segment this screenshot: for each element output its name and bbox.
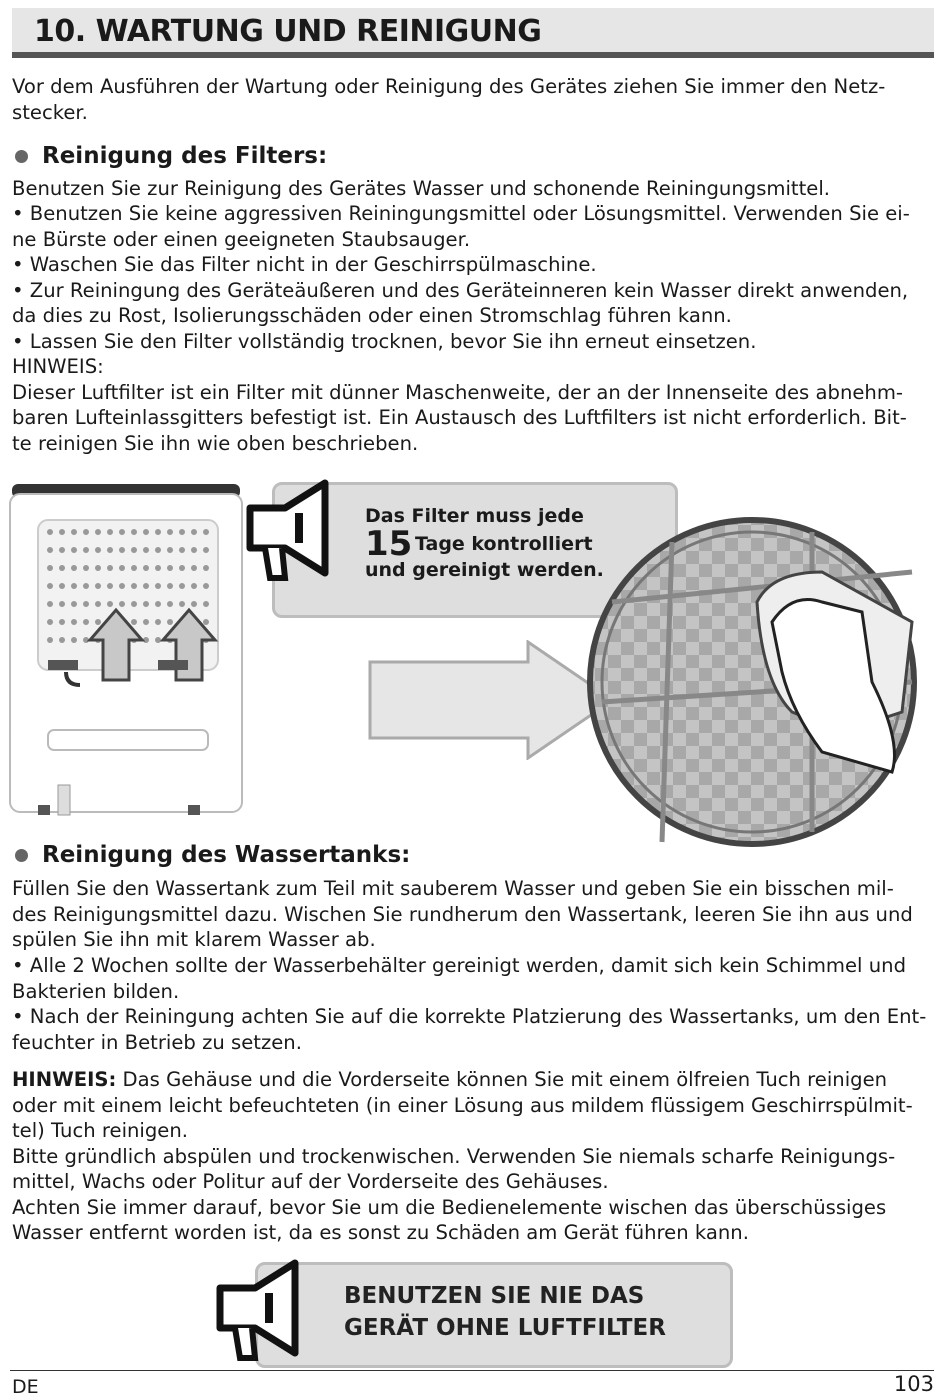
filter-closeup-illustration [582,512,922,852]
footer-language: DE [12,1376,39,1398]
tank-line: des Reinigungsmittel dazu. Wischen Sie rundherum den Wassertank, leeren Sie ihn aus und [12,903,913,926]
note-line: mittel, Wachs oder Politur auf der Vorderseite des Gehäuses. [12,1170,609,1193]
megaphone-icon [240,478,360,588]
callout-line-1: Das Filter muss jede [365,505,584,527]
filter-section-title-text: Reinigung des Filters: [42,143,328,169]
note-first-line-text: Das Gehäuse und die Vorderseite können Sie mit einem ölfreien Tuch reinigen [116,1068,888,1091]
tank-line: • Alle 2 Wochen sollte der Wasserbehälter gereinigt werden, damit sich kein Schimmel und [12,954,907,977]
note-line: Wasser entfernt worden ist, da es sonst zu Schäden am Gerät führen kann. [12,1221,749,1244]
tank-section-title-text: Reinigung des Wassertanks: [42,842,411,868]
footer-divider [10,1370,934,1371]
filter-line: Benutzen Sie zur Reinigung des Gerätes Wasser und schonende Reiningungsmittel. [12,177,831,200]
intro-line-2: stecker. [12,101,88,124]
arrow-icon [368,640,618,760]
bullet-dot-icon [15,150,28,163]
filter-line: • Waschen Sie das Filter nicht in der Geschirrspülmaschine. [12,253,597,276]
filter-line: baren Lufteinlassgitters befestigt ist. Ein Austausch des Luftfilters ist nicht erforderlich. Bit- [12,406,907,429]
tank-section-title [12,842,410,868]
filter-line: • Zur Reiningung des Geräteäußeren und des Geräteinneren kein Wasser direkt anwenden, [12,279,909,302]
filter-line: • Lassen Sie den Filter vollständig trocknen, bevor Sie ihn erneut einsetzen. [12,330,757,353]
tank-line: spülen Sie ihn mit klarem Wasser ab. [12,928,376,951]
filter-line: HINWEIS: [12,355,104,378]
filter-line: Dieser Luftfilter ist ein Filter mit dünner Maschenweite, der an der Innenseite des abnehm- [12,381,903,404]
note-line: oder mit einem leicht befeuchteten (in einer Lösung aus mildem flüssigem Geschirrspülmit- [12,1094,913,1117]
page-title: 10. WARTUNG UND REINIGUNG [34,14,542,49]
tank-line: • Nach der Reiningung achten Sie auf die korrekte Platzierung des Wassertanks, um den Ent- [12,1005,927,1028]
filter-line: te reinigen Sie ihn wie oben beschrieben. [12,432,419,455]
filter-line: ne Bürste oder einen geeigneten Staubsauger. [12,228,471,251]
note-line: tel) Tuch reinigen. [12,1119,189,1142]
note-label: HINWEIS: [12,1068,117,1091]
callout-line-2: Tage kontrolliert [415,533,593,555]
tank-line: Füllen Sie den Wassertank zum Teil mit sauberem Wasser und geben Sie ein bisschen mil- [12,877,894,900]
section-header [12,8,934,58]
dehumidifier-illustration [8,480,244,820]
filter-line: • Benutzen Sie keine aggressiven Reiningungsmittel oder Lösungsmittel. Verwenden Sie ei- [12,202,910,225]
bullet-dot-icon [15,849,28,862]
warning-line-1: BENUTZEN SIE NIE DAS [344,1283,645,1309]
callout-line-3: und gereinigt werden. [365,559,604,581]
tank-line: feuchter in Betrieb zu setzen. [12,1031,302,1054]
callout-number: 15 [365,524,413,564]
note-first-line [12,1067,934,1093]
intro-line-1: Vor dem Ausführen der Wartung oder Reinigung des Gerätes ziehen Sie immer den Netz- [12,75,886,98]
warning-line-2: GERÄT OHNE LUFTFILTER [344,1315,666,1341]
note-line: Achten Sie immer darauf, bevor Sie um die Bedienelemente wischen das überschüssiges [12,1196,887,1219]
filter-section-title [12,143,327,169]
filter-line: da dies zu Rost, Isolierungsschäden oder einen Stromschlag führen kann. [12,304,732,327]
megaphone-icon [210,1258,330,1370]
tank-line: Bakterien bilden. [12,980,180,1003]
note-line: Bitte gründlich abspülen und trockenwischen. Verwenden Sie niemals scharfe Reinigungs- [12,1145,896,1168]
page-number: 103 [893,1372,934,1396]
